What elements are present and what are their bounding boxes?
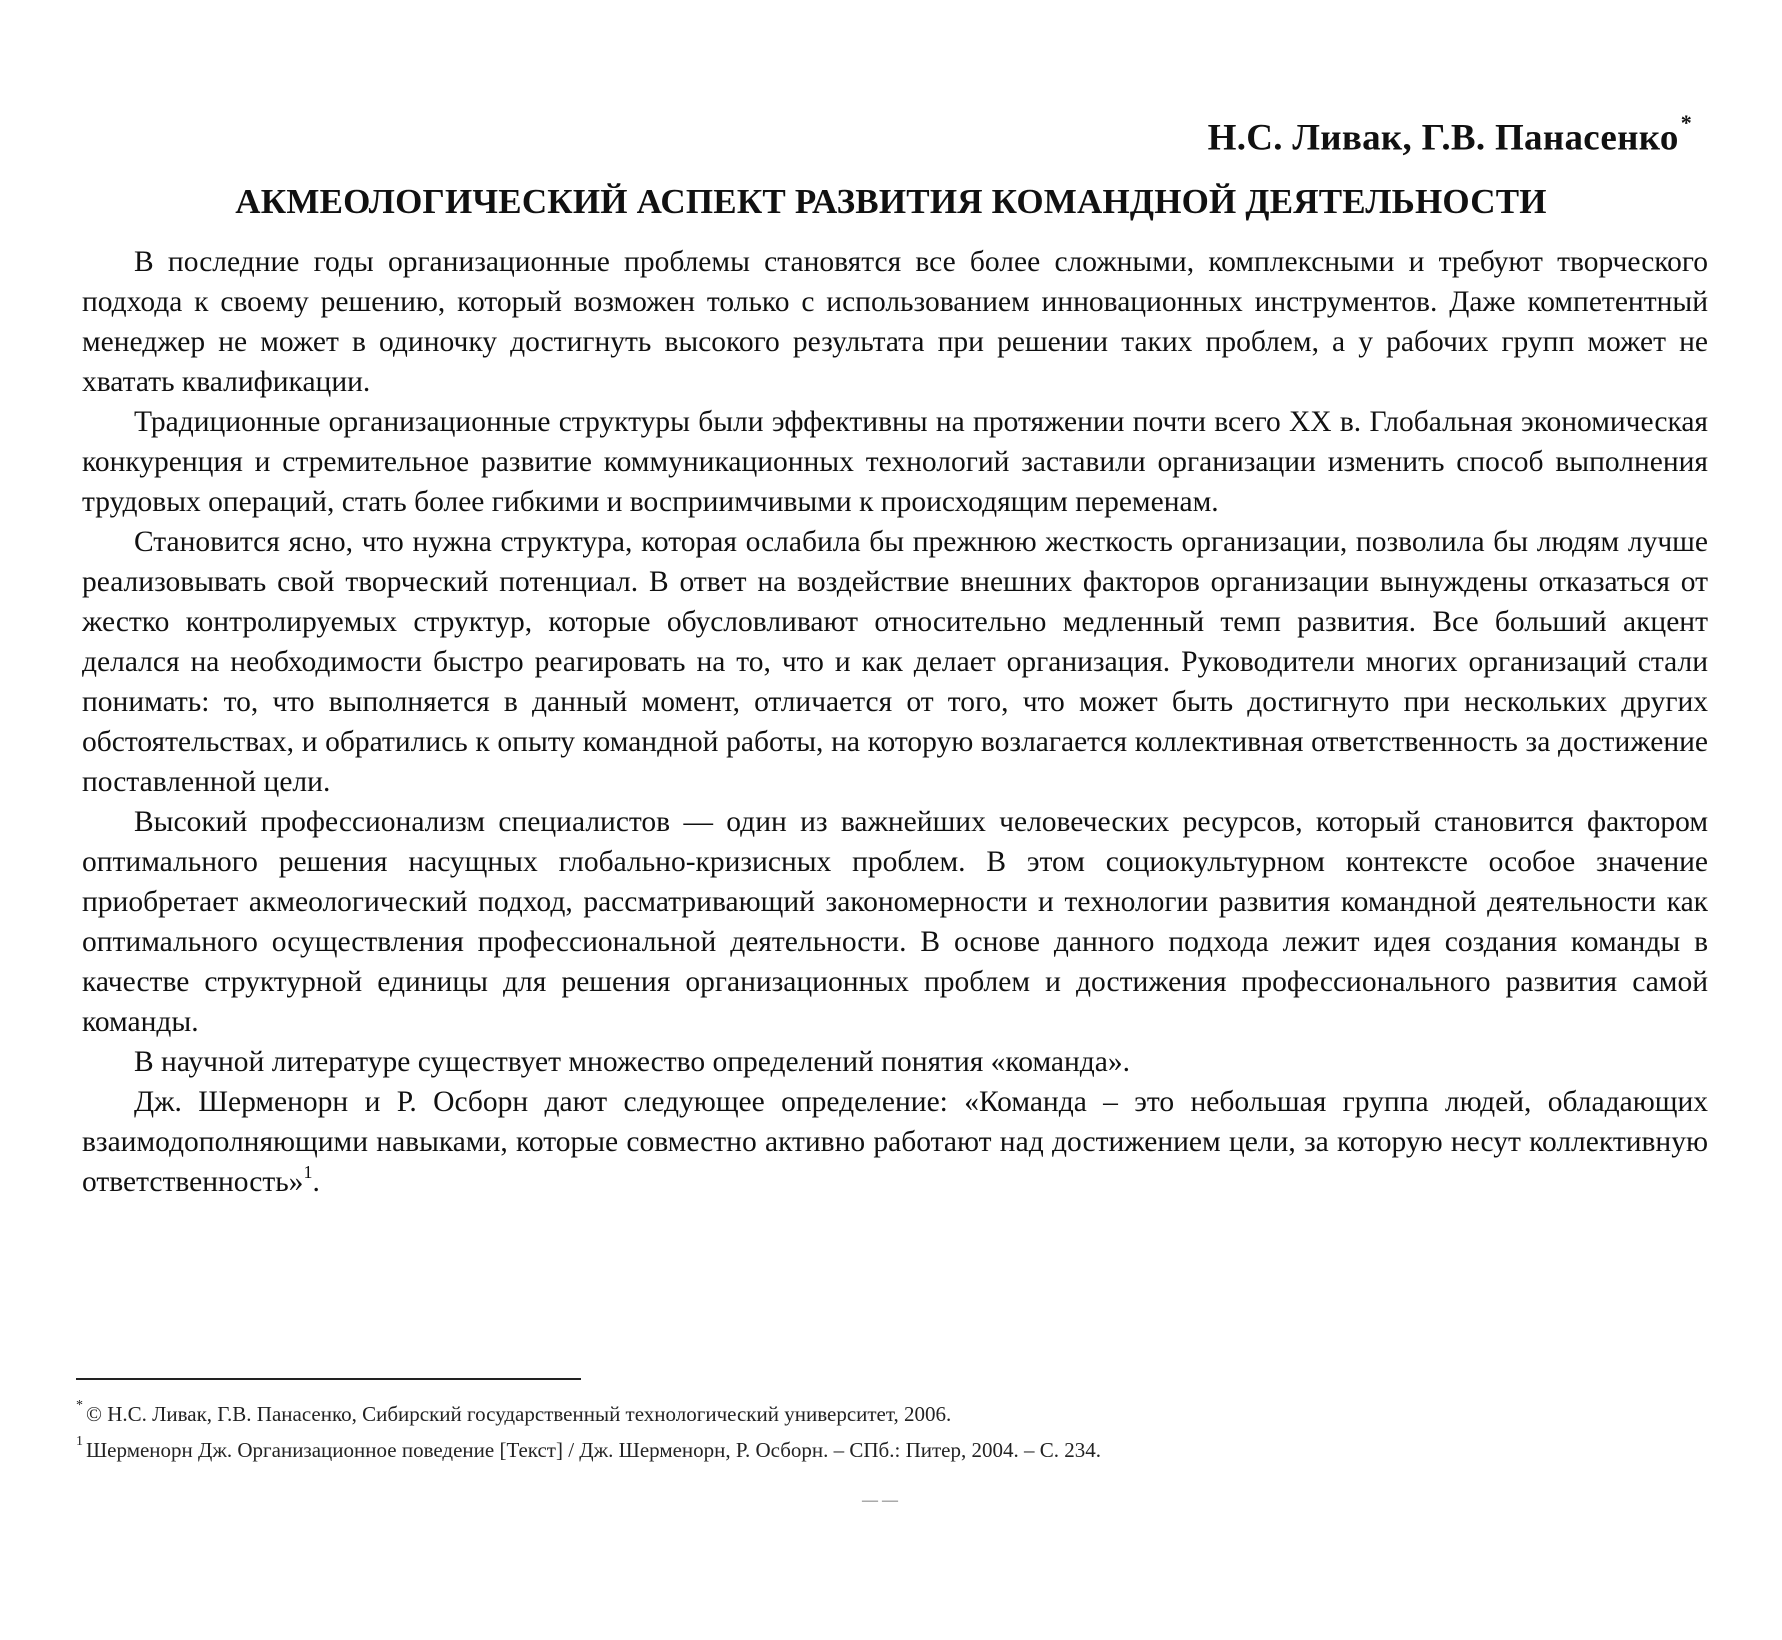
paragraph: Высокий профессионализм специалистов — один из важнейших человеческих ресурсов, который становится фактором оптимального решения насущных глобально-кризисных проблем. В этом социокультурном контексте особое значение приобретает акмеологический подход, рассматривающий закономерности и технологии развития командной деятельности как оптимального осуществления профессиональной деятельности. В основе данного подхода лежит идея создания команды в качестве структурной единицы для решения организационных проблем и достижения профессионального развития самой команды.: [82, 806, 1708, 1038]
footnote-mark: 1: [76, 1434, 83, 1449]
paragraph: Традиционные организационные структуры были эффективны на протяжении почти всего XX в. Глобальная экономическая конкуренция и стремительное развитие коммуникационных технологий заставили организации изменить способ выполнения трудовых операций, стать более гибкими и восприимчивыми к происходящим переменам.: [82, 406, 1708, 518]
paragraph: В научной литературе существует множество определений понятия «команда».: [134, 1046, 1131, 1078]
paragraph: В последние годы организационные проблемы становятся все более сложными, комплексными и требуют творческого подхода к своему решению, который возможен только с использованием инновационных инструментов. Даже компетентный менеджер не может в одиночку достигнуть высокого результата при решении таких проблем, а у рабочих групп может не хватать квалификации.: [82, 246, 1708, 398]
page-number-mark: — —: [862, 1492, 898, 1509]
paragraph: Становится ясно, что нужна структура, которая ослабила бы прежнюю жесткость организации, позволила бы людям лучше реализовывать свой творческий потенциал. В ответ на воздействие внешних факторов организации вынуждены отказаться от жестко контролируемых структур, которые обусловливают относительно медленный темп развития. Все больший акцент делался на необходимости быстро реагировать на то, что и как делает организация. Руководители многих организаций стали понимать: то, что выполняется в данный момент, отличается от того, что может быть достигнуто при нескольких других обстоятельствах, и обратились к опыту командной работы, на которую возлагается коллективная ответственность за достижение поставленной цели.: [82, 526, 1708, 798]
footnote: [76, 1430, 1676, 1466]
paragraph-last: [82, 1082, 1708, 1202]
footnotes: [76, 1394, 1676, 1466]
authors: Н.С. Ливак, Г.В. Панасенко: [1207, 117, 1679, 159]
authors-line: [1207, 110, 1692, 159]
footnote-divider: [76, 1378, 581, 1380]
authors-footnote-mark: *: [1680, 110, 1692, 135]
footnote-ref: 1: [303, 1162, 313, 1183]
article-title: АКМЕОЛОГИЧЕСКИЙ АСПЕКТ РАЗВИТИЯ КОМАНДНОЙ ДЕЯТЕЛЬНОСТИ: [235, 182, 1547, 221]
footnote: [76, 1394, 1676, 1430]
footnote-text: Шерменорн Дж. Организационное поведение [Текст] / Дж. Шерменорн, Р. Осборн. – СПб.: Питер, 2004. – С. 234.: [86, 1438, 1101, 1462]
article-body: [82, 242, 1708, 1202]
footnote-mark: *: [76, 1398, 83, 1413]
paragraph-text: Дж. Шерменорн и Р. Осборн дают следующее определение: «Команда – это небольшая группа людей, обладающих взаимодополняющими навыками, которые совместно активно работают над достижением цели, за которую несут коллективную ответственность»: [82, 1086, 1708, 1198]
paragraph-end: .: [312, 1166, 320, 1198]
footnote-text: © Н.С. Ливак, Г.В. Панасенко, Сибирский государственный технологический университет, 2006.: [86, 1402, 952, 1426]
